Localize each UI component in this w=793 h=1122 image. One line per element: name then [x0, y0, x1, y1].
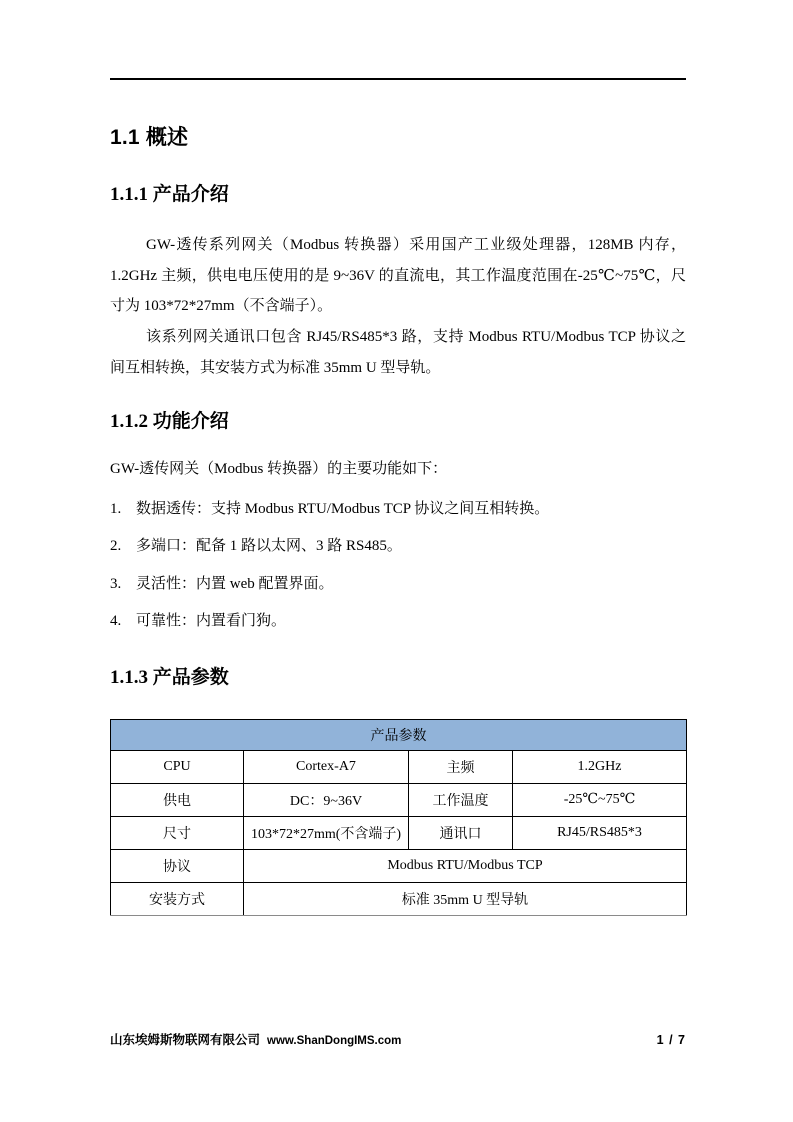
table-cell-value: 1.2GHz	[513, 750, 687, 783]
footer-page-number: 1 / 7	[656, 1033, 686, 1047]
footer-website-url: www.ShanDongIMS.com	[267, 1035, 402, 1047]
list-item-number: 4.	[110, 612, 122, 629]
table-cell-label: 协议	[111, 849, 244, 882]
table-body	[111, 750, 687, 915]
table-cell-value-merged: Modbus RTU/Modbus TCP	[244, 849, 687, 882]
list-item-number: 3.	[110, 575, 122, 592]
list-item	[110, 603, 686, 640]
product-parameters-table	[110, 719, 687, 916]
spec-table-wrapper	[110, 697, 686, 916]
table-row	[111, 882, 687, 915]
footer-company-name: 山东埃姆斯物联网有限公司	[110, 1033, 261, 1047]
table-cell-value: -25℃~75℃	[513, 783, 687, 816]
header-rule	[110, 78, 686, 80]
section-heading-overview: 1.1 概述	[110, 126, 189, 149]
table-cell-value: 103*72*27mm(不含端子)	[244, 816, 409, 849]
feature-list	[110, 485, 686, 640]
table-cell-value: RJ45/RS485*3	[513, 816, 687, 849]
table-cell-value: DC：9~36V	[244, 783, 409, 816]
subsection-heading-product-params: 1.1.3 产品参数	[110, 667, 229, 689]
table-header-row	[111, 719, 687, 750]
list-item-text: 数据透传：支持 Modbus RTU/Modbus TCP 协议之间互相转换。	[136, 501, 550, 518]
table-cell-label: 尺寸	[111, 816, 244, 849]
subsection-heading-product-intro: 1.1.1 产品介绍	[110, 184, 229, 206]
list-item-text: 多端口：配备 1 路以太网、3 路 RS485。	[136, 538, 402, 555]
list-item-number: 1.	[110, 501, 122, 518]
list-item	[110, 566, 686, 603]
list-item	[110, 528, 686, 565]
table-cell-value: Cortex-A7	[244, 750, 409, 783]
table-cell-label: 工作温度	[409, 783, 513, 816]
table-caption-cell: 产品参数	[111, 719, 687, 750]
list-item-text: 灵活性：内置 web 配置界面。	[136, 575, 334, 592]
table-cell-label: 通讯口	[409, 816, 513, 849]
function-list-lead: GW-透传网关（Modbus 转换器）的主要功能如下：	[110, 461, 448, 478]
subsection-heading-function-intro: 1.1.2 功能介绍	[110, 410, 229, 432]
table-cell-label: 主频	[409, 750, 513, 783]
table-cell-label: 供电	[111, 783, 244, 816]
paragraph-product-spec: GW-透传系列网关（Modbus 转换器）采用国产工业级处理器，128MB 内存，1.2GHz 主频，供电电压使用的是 9~36V 的直流电，其工作温度范围在-25℃~75℃，尺寸为 103*72*27mm（不含端子）。	[110, 236, 686, 315]
table-row	[111, 783, 687, 816]
table-row	[111, 750, 687, 783]
page-footer	[110, 1030, 686, 1048]
list-item-text: 可靠性：内置看门狗。	[136, 612, 287, 629]
list-item	[110, 491, 686, 528]
table-cell-label: 安装方式	[111, 882, 244, 915]
table-head	[111, 719, 687, 750]
list-item-number: 2.	[110, 538, 122, 555]
document-content	[110, 106, 686, 916]
table-cell-value-merged: 标准 35mm U 型导轨	[244, 882, 687, 915]
paragraph-communication-ports: 该系列网关通讯口包含 RJ45/RS485*3 路，支持 Modbus RTU/Modbus TCP 协议之间互相转换，其安装方式为标准 35mm U 型导轨。	[110, 329, 686, 376]
table-row	[111, 849, 687, 882]
footer-left-group	[110, 1030, 401, 1048]
table-row	[111, 816, 687, 849]
table-cell-label: CPU	[111, 750, 244, 783]
